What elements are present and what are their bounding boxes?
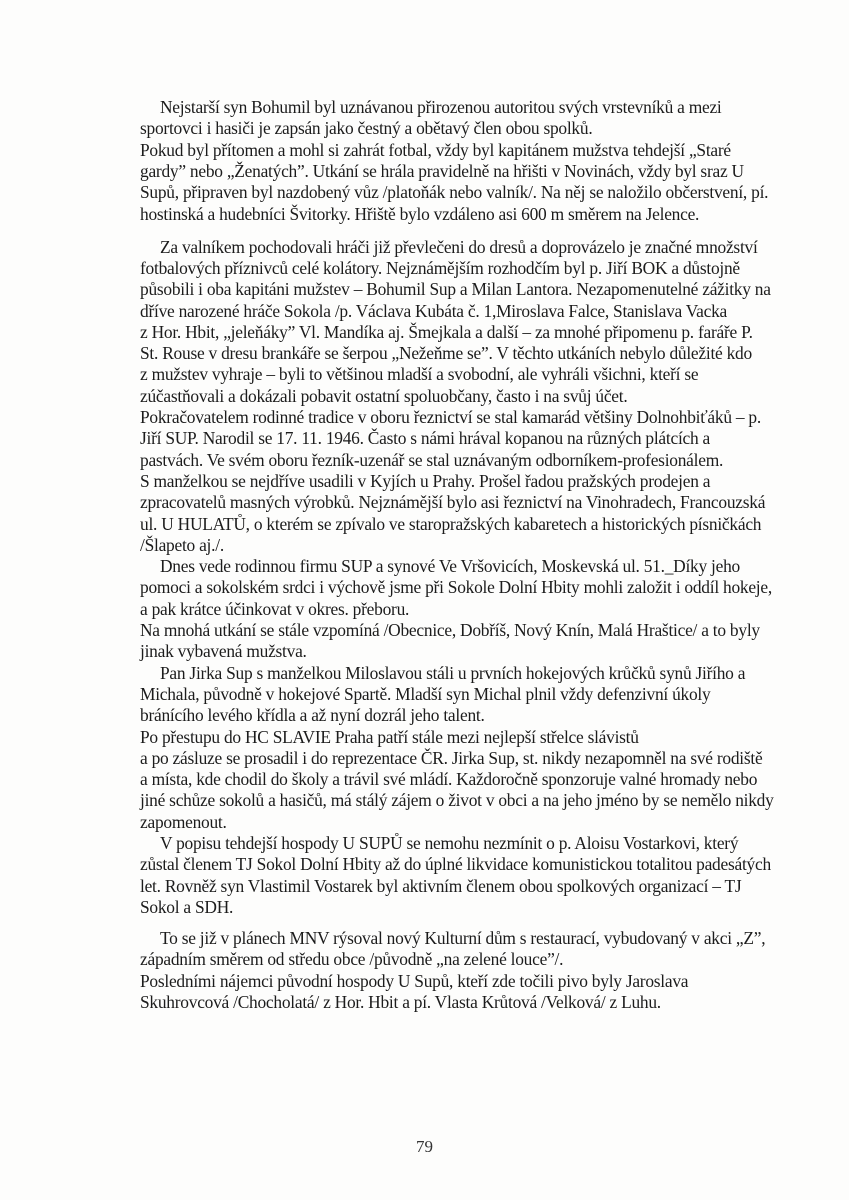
text-line: zpracovatelů masných výrobků. Nejznámější bylo asi řeznictví na Vinohradech, Francouzská [140,492,766,512]
text-line: zapomenout. [140,812,227,832]
text-line: Dnes vede rodinnou firmu SUP a synové Ve Vršovicích, Moskevská ul. 51._Díky jeho [160,556,740,576]
text-line: V popisu tehdejší hospody U SUPŮ se nemohu nezmínit o p. Aloisu Vostarkovi, který [160,833,739,853]
text-line: hostinská a hudebníci Švitorky. Hřiště bylo vzdáleno asi 600 m směrem na Jelence. [140,204,700,224]
text-line: Posledními nájemci původní hospody U Supů, kteří zde točili pivo byly Jaroslava [140,971,689,991]
text-line: Skuhrovcová /Chocholatá/ z Hor. Hbit a pí. Vlasta Krůtová /Velková/ z Luhu. [140,992,661,1012]
text-line: a pak krátce účinkovat v okres. přeboru. [140,599,410,619]
text-line: Na mnohá utkání se stále vzpomíná /Obecnice, Dobříš, Nový Knín, Malá Hraštice/ a to byly [140,620,760,640]
text-line: Supů, připraven byl nazdobený vůz /platoňák nebo valník/. Na něj se naložilo občerstvení, pí. [140,182,769,202]
text-line: západním směrem od středu obce /původně „na zelené louce”/. [140,949,564,969]
text-line: dříve narozené hráče Sokola /p. Václava Kubáta č. 1,Miroslava Falce, Stanislava Vacka [140,301,728,321]
text-line: pastvách. Ve svém oboru řezník-uzenář se stal uznávaným odborníkem-profesionálem. [140,450,724,470]
text-line: Sokol a SDH. [140,897,234,917]
text-line: z Hor. Hbit, „jeleňáky” Vl. Mandíka aj. Šmejkala a další – za mnohé připomenu p. faráře P. [140,322,753,342]
text-line: působili i oba kapitáni mužstev – Bohumil Sup a Milan Lantora. Nezapomenutelné zážitky na [140,279,771,299]
text-line: gardy” nebo „Ženatých”. Utkání se hrála pravidelně na hřišti v Novinách, vždy byl sraz U [140,161,744,181]
text-line: let. Rovněž syn Vlastimil Vostarek byl aktivním členem obou spolkových organizací – TJ [140,876,742,896]
text-line: sportovci i hasiči je zapsán jako čestný a obětavý člen obou spolků. [140,118,593,138]
text-line: a po zásluze se prosadil i do reprezentace ČR. Jirka Sup, st. nikdy nezapomněl na své rodiště [140,748,763,768]
text-line: Pokud byl přítomen a mohl si zahrát fotbal, vždy byl kapitánem mužstva tehdejší „Staré [140,140,731,160]
text-line: jiné schůze sokolů a hasičů, má stálý zájem o život v obci a na jeho jméno by se nemělo nikdy [140,790,774,810]
text-line: S manželkou se nejdříve usadili v Kyjích u Prahy. Prošel řadou pražských prodejen a [140,471,711,491]
text-line: fotbalových příznivců celé kolátory. Nejznámějším rozhodčím byl p. Jiří BOK a důstojně [140,258,740,278]
text-line: Jiří SUP. Narodil se 17. 11. 1946. Často s námi hrával kopanou na různých plátcích a [140,428,711,448]
text-line: Za valníkem pochodovali hráči již převlečeni do dresů a doprovázelo je značné množství [160,237,758,257]
text-line: zúčastňovali a dokázali pobavit ostatní spoluobčany, často i na svůj účet. [140,386,628,406]
text-line: St. Rouse v dresu brankáře se šerpou „Nežeňme se”. V těchto utkáních nebylo důležité kdo [140,343,752,363]
text-line: jinak vybavená mužstva. [140,641,307,661]
text-line: Michala, původně v hokejové Spartě. Mladší syn Michal plnil vždy defenzivní úkoly [140,684,711,704]
text-line: ul. U HULATŮ, o kterém se zpívalo ve staropražských kabaretech a historických písničkách [140,514,762,534]
text-line: Nejstarší syn Bohumil byl uznávanou přirozenou autoritou svých vrstevníků a mezi [160,97,722,117]
page-number: 79 [416,1137,433,1156]
text-line: a místa, kde chodil do školy a trávil své mládí. Každoročně sponzoruje valné hromady nebo [140,769,758,789]
text-line: Pokračovatelem rodinné tradice v oboru řeznictví se stal kamarád většiny Dolnohbiťáků – p. [140,407,761,427]
text-line: Po přestupu do HC SLAVIE Praha patří stále mezi nejlepší střelce slávistů [140,727,639,747]
text-line: To se již v plánech MNV rýsoval nový Kulturní dům s restaurací, vybudovaný v akci „Z”, [160,928,766,948]
text-line: /Šlapeto aj./. [140,535,224,555]
text-line: bránícího levého křídla a až nyní dozrál jeho talent. [140,705,485,725]
text-line: Pan Jirka Sup s manželkou Miloslavou stáli u prvních hokejových krůčků synů Jiřího a [160,663,746,683]
text-line: z mužstev vyhraje – byli to většinou mladší a svobodní, ale vyhráli všichni, kteří se [140,364,699,384]
text-line: zůstal členem TJ Sokol Dolní Hbity až do úplné likvidace komunistickou totalitou padesátých [140,854,771,874]
text-line: pomoci a sokolském srdci i výchově jsme při Sokole Dolní Hbity mohli založit i oddíl hokeje, [140,577,772,597]
